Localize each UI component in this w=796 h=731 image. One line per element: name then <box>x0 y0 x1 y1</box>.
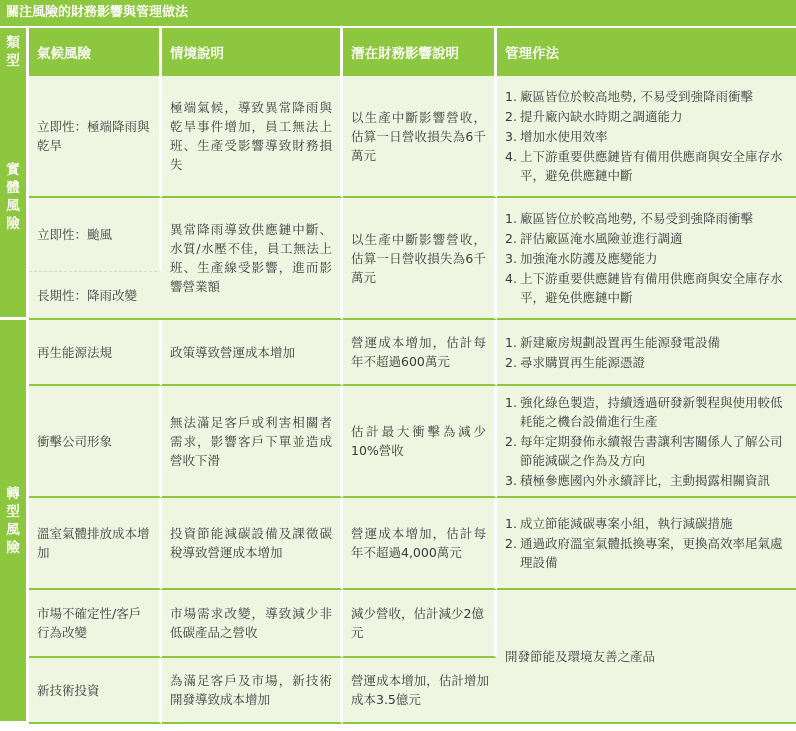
impact-cell: 營運成本增加，估計增加成本3.5億元 <box>343 658 497 724</box>
mgmt-list <box>505 333 788 372</box>
mgmt-cell <box>497 386 796 498</box>
list-item: 1. 廠區皆位於較高地勢, 不易受到強降雨衝擊 <box>505 211 753 226</box>
impact-cell: 以生產中斷影響營收，估算一日營收損失為6千萬元 <box>343 76 497 198</box>
type-physical: 實體風險 <box>0 76 29 320</box>
mgmt-cell <box>497 198 796 320</box>
mgmt-cell <box>497 320 796 386</box>
table-row <box>0 320 796 386</box>
impact-cell: 營運成本增加，估計每年不超過4,000萬元 <box>343 498 497 590</box>
risk-cell: 市場不確定性/客戶行為改變 <box>29 590 162 658</box>
mgmt-cell <box>497 498 796 590</box>
list-item: 3. 加強淹水防護及應變能力 <box>505 251 658 266</box>
risk-cell: 溫室氣體排放成本增加 <box>29 498 162 590</box>
list-item: 2. 評估廠區淹水風險並進行調適 <box>505 231 683 246</box>
mgmt-list <box>505 514 788 572</box>
page-title: 關注風險的財務影響與管理做法 <box>0 0 796 26</box>
list-item: 1. 強化綠色製造，持續透過研發新製程與使用較低耗能之機台設備進行生產 <box>505 394 783 429</box>
scenario-cell: 市場需求改變，導致減少非低碳產品之營收 <box>162 590 343 658</box>
impact-cell: 估計最大衝擊為減少10%營收 <box>343 386 497 498</box>
list-item: 3. 增加水使用效率 <box>505 129 608 144</box>
impact-cell: 營運成本增加，估計每年不超過600萬元 <box>343 320 497 386</box>
scenario-cell: 為滿足客戶及市場，新技術開發導致成本增加 <box>162 658 343 724</box>
risk-cell: 衝擊公司形象 <box>29 386 162 498</box>
risk-cell: 長期性：降雨改變 <box>29 272 162 320</box>
risk-table <box>0 28 796 724</box>
list-item: 3. 積極參應國內外永續評比，主動揭露相關資訊 <box>505 472 771 488</box>
list-item: 4. 上下游重要供應鏈皆有備用供應商與安全庫存水平，避免供應鏈中斷 <box>505 149 783 183</box>
mgmt-cell <box>497 76 796 198</box>
mgmt-list <box>505 87 788 185</box>
scenario-cell: 投資節能減碳設備及課徵碳稅導致營運成本增加 <box>162 498 343 590</box>
header-scenario: 情境說明 <box>162 28 343 76</box>
scenario-cell: 政策導致營運成本增加 <box>162 320 343 386</box>
impact-cell: 以生產中斷影響營收，估算一日營收損失為6千萬元 <box>343 198 497 320</box>
list-item: 1. 廠區皆位於較高地勢, 不易受到強降雨衝擊 <box>505 89 753 104</box>
table-row <box>0 198 796 272</box>
list-item: 2. 尋求購買再生能源憑證 <box>505 354 646 370</box>
list-item: 1. 成立節能減碳專案小組，執行減碳措施 <box>505 516 733 531</box>
list-item: 2. 每年定期發佈永續報告書讓利害關係人了解公司節能減碳之作為及方向 <box>505 433 783 468</box>
scenario-cell: 異常降雨導致供應鏈中斷、水質/水壓不佳，員工無法上班、生產線受影響，進而影響營業額 <box>162 198 343 320</box>
mgmt-cell: 開發節能及環境友善之產品 <box>497 590 796 724</box>
list-item: 1. 新建廠房規劃設置再生能源發電設備 <box>505 334 721 350</box>
risk-cell: 立即性：極端降雨與乾旱 <box>29 76 162 198</box>
header-risk: 氣候風險 <box>29 28 162 76</box>
list-item: 2. 通過政府溫室氣體抵換專案，更換高效率尾氣處理設備 <box>505 536 783 570</box>
scenario-cell: 極端氣候，導致異常降雨與乾旱事件增加，員工無法上班、生產受影響導致財務損失 <box>162 76 343 198</box>
mgmt-list <box>505 209 788 307</box>
risk-cell: 再生能源法規 <box>29 320 162 386</box>
scenario-cell: 無法滿足客戶或利害相關者需求，影響客戶下單並造成營收下滑 <box>162 386 343 498</box>
mgmt-list <box>505 393 788 490</box>
table-row <box>0 498 796 590</box>
risk-cell: 立即性：颱風 <box>29 198 162 272</box>
list-item: 4. 上下游重要供應鏈皆有備用供應商與安全庫存水平，避免供應鏈中斷 <box>505 271 783 305</box>
header-type: 類型 <box>0 28 29 76</box>
table-row <box>0 386 796 498</box>
type-transition: 轉型風險 <box>0 320 29 724</box>
header-mgmt: 管理作法 <box>497 28 796 76</box>
table-row <box>0 590 796 658</box>
header-impact: 潛在財務影響說明 <box>343 28 497 76</box>
risk-cell: 新技術投資 <box>29 658 162 724</box>
table-header-row <box>0 28 796 76</box>
table-row <box>0 76 796 198</box>
list-item: 2. 提升廠內缺水時期之調適能力 <box>505 109 683 124</box>
impact-cell: 減少營收，估計減少2億元 <box>343 590 497 658</box>
